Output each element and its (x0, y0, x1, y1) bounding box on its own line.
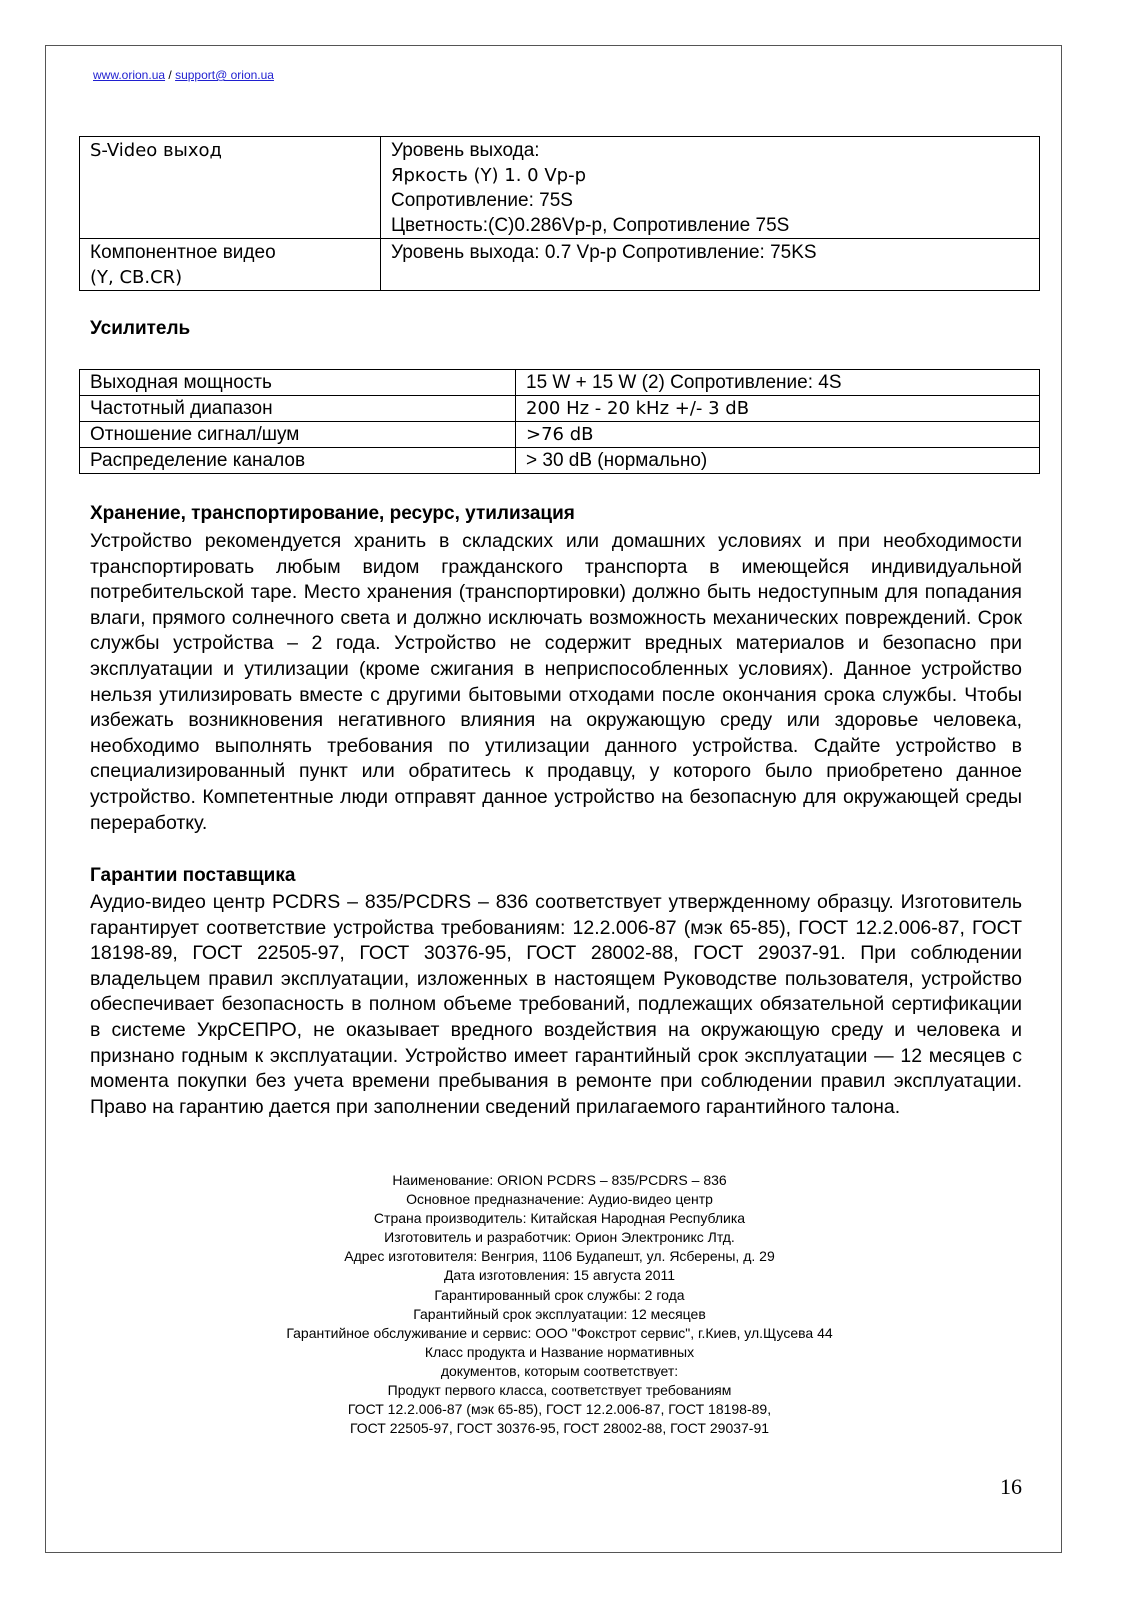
product-info-line: Изготовитель и разработчик: Орион Электроникс Лтд. (384, 1229, 735, 1246)
table-cell-label: Распределение каналов (80, 448, 516, 474)
product-info-line: Страна производитель: Китайская Народная Республика (373, 1210, 746, 1227)
storage-paragraph: Устройство рекомендуется хранить в складских или домашних условиях и при необходимости транспортировать любым видом гражданского транспорта в имеющейся индивидуальной потребительской таре. Место хранения (транспортировки) должно быть недоступным для попадания влаги, прямого солнечного света и должно исключать возможность механических повреждений. Срок службы устройства – 2 года. Устройство не содержит вредных материалов и безопасно при эксплуатации и утилизации (кроме сжигания в неприспособленных условиях). Данное устройство нельзя утилизировать вместе с другими бытовыми отходами после окончания срока службы. Чтобы избежать возникновения негативного влияния на окружающую среду или здоровье человека, необходимо выполнять требования по утилизации данного устройства. Сдайте устройство в специализированный пункт или обратитесь к продавцу, у которого было приобретено данное устройство. Компетентные люди отправят данное устройство на безопасную для окружающей среды переработку. (90, 530, 1022, 834)
table-cell-label: S-Video выход (80, 137, 381, 239)
product-info-line: Продукт первого класса, соответствует требованиям (387, 1382, 732, 1399)
header-links (93, 68, 274, 82)
table-cell-value: > 30 dB (нормально) (516, 448, 1040, 474)
amplifier-heading: Усилитель (90, 318, 191, 339)
link-separator: / (165, 68, 176, 82)
value-line: Уровень выхода: (391, 140, 540, 161)
table-cell-value (381, 137, 1040, 239)
product-info-line: Гарантированный срок службы: 2 года (434, 1286, 685, 1303)
table-row (80, 137, 1040, 239)
table-cell-value: 15 W + 15 W (2) Сопротивление: 4S (516, 370, 1040, 396)
product-info-line: Адрес изготовителя: Венгрия, 1106 Будапешт, ул. Ясберены, д. 29 (344, 1248, 775, 1265)
product-info-block (79, 1171, 1040, 1438)
email-link[interactable]: support@ orion.ua (175, 68, 274, 82)
label-line: (Y, CB.CR) (90, 267, 183, 288)
product-info-line: Гарантийный срок эксплуатации: 12 месяцев (413, 1305, 706, 1322)
product-info-line: ГОСТ 12.2.006-87 (мэк 65-85), ГОСТ 12.2.006-87, ГОСТ 18198-89, (347, 1401, 772, 1418)
table-cell-label: Выходная мощность (80, 370, 516, 396)
product-info-line: Дата изготовления: 15 августа 2011 (443, 1267, 676, 1284)
product-info-line: Гарантийное обслуживание и сервис: ООО "Фокстрот сервис", г.Киев, ул.Щусева 44 (286, 1324, 833, 1341)
product-info-line: ГОСТ 22505-97, ГОСТ 30376-95, ГОСТ 28002-88, ГОСТ 29037-91 (349, 1420, 770, 1437)
product-info-line: Основное предназначение: Аудио-видео центр (406, 1191, 713, 1208)
video-output-table (79, 136, 1040, 291)
table-cell-value: Уровень выхода: 0.7 Vp-p Сопротивление: 75KS (381, 239, 1040, 291)
table-cell-value: >76 dB (516, 422, 1040, 448)
product-info-line: Класс продукта и Название нормативных (424, 1343, 695, 1360)
table-row (80, 422, 1040, 448)
storage-heading: Хранение, транспортирование, ресурс, утилизация (90, 503, 575, 524)
table-row (80, 396, 1040, 422)
value-line: Сопротивление: 75S (391, 190, 573, 211)
value-line: Яркость (Y) 1. 0 Vp-p (391, 165, 587, 186)
table-cell-value: 200 Hz - 20 kHz +/- 3 dB (516, 396, 1040, 422)
table-row (80, 239, 1040, 291)
value-line: Цветность:(C)0.286Vp-p, Сопротивление 75S (391, 215, 790, 236)
table-row (80, 448, 1040, 474)
amplifier-table (79, 369, 1040, 474)
page-number: 16 (1000, 1474, 1022, 1499)
table-cell-label (80, 239, 381, 291)
table-row (80, 370, 1040, 396)
label-line: Компонентное видео (90, 242, 276, 263)
warranty-heading: Гарантии поставщика (90, 865, 296, 886)
table-cell-label: Отношение сигнал/шум (80, 422, 516, 448)
product-info-line: Наименование: ORION PCDRS – 835/PCDRS – 836 (392, 1172, 727, 1188)
table-cell-label: Частотный диапазон (80, 396, 516, 422)
website-link[interactable]: www.orion.ua (93, 68, 166, 82)
warranty-paragraph: Аудио-видео центр PCDRS – 835/PCDRS – 836 соответствует утвержденному образцу. Изготовитель гарантирует соответствие устройства требованиям: 12.2.006-87 (мэк 65-85), ГОСТ 12.2.006-87, ГОСТ 18198-89, ГОСТ 22505-97, ГОСТ 30376-95, ГОСТ 28002-88, ГОСТ 29037-91. При соблюдении владельцем правил эксплуатации, изложенных в настоящем Руководстве пользователя, устройство обеспечивает безопасность в полном объеме требований, подлежащих обязательной сертификации в системе УкрСЕПРО, не оказывает вредного воздействия на окружающую среду и человека и признано годным к эксплуатации. Устройство имеет гарантийный срок эксплуатации — 12 месяцев с момента покупки без учета времени пребывания в ремонте при соблюдении правил эксплуатации. Право на гарантию дается при заполнении сведений прилагаемого гарантийного талона. (90, 891, 1022, 1118)
product-info-line: документов, которым соответствует: (440, 1362, 679, 1379)
